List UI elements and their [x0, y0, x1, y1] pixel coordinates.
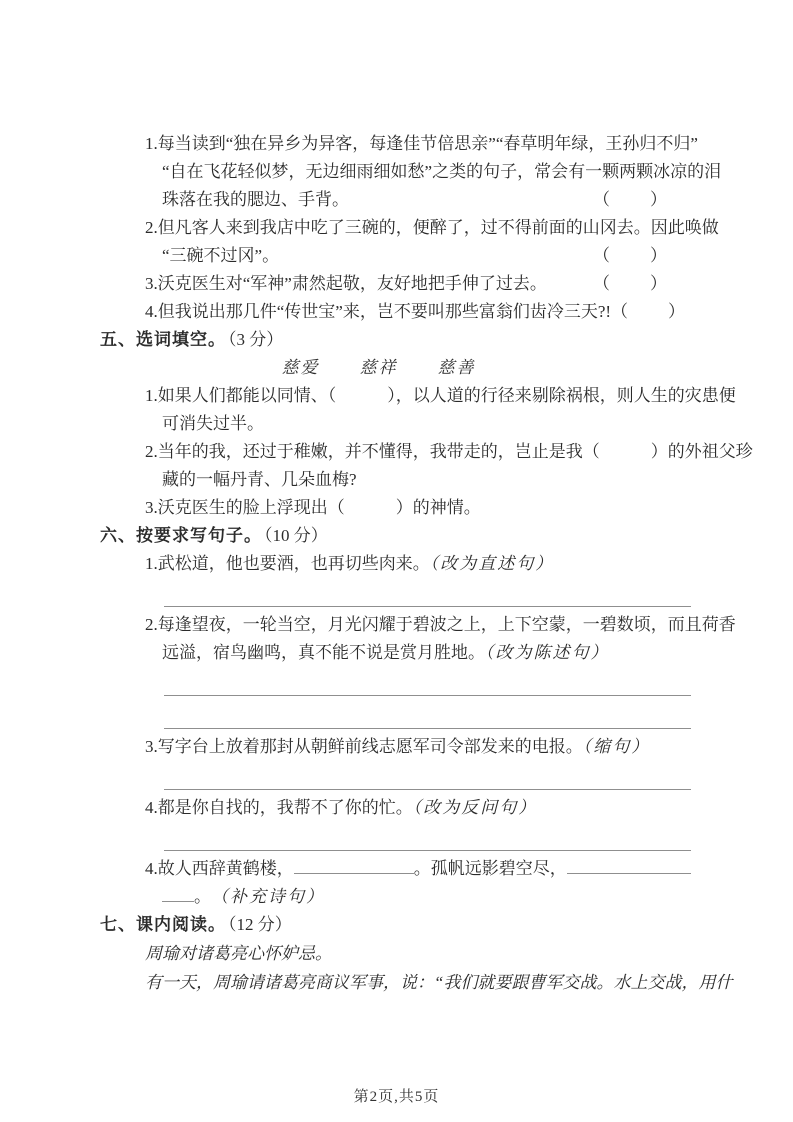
item-text: 但凡客人来到我店中吃了三碗的，便醉了，过不得前面的山冈去。因此唤做 [157, 218, 719, 237]
page-content [100, 130, 753, 997]
answer-line [164, 761, 691, 790]
word-choice-item-1-line-1 [145, 382, 736, 410]
item-instruction: （缩句） [582, 737, 651, 756]
word-choice-item-3 [145, 494, 693, 522]
item-number: 1. [145, 134, 158, 153]
answer-bracket: （ ） [611, 302, 688, 321]
word-bank-item: 慈爱 [281, 358, 320, 377]
poem-blank [567, 856, 691, 874]
section-score: （10 分） [264, 526, 328, 545]
item-text: 写字台上放着那封从朝鲜前线志愿军司令部发来的电报。 [157, 737, 583, 756]
poem-text: 。孤帆远影碧空尽， [413, 859, 567, 878]
judgment-item-4 [145, 298, 693, 326]
item-instruction: （改为直述句） [429, 554, 555, 573]
judgment-section [100, 130, 722, 326]
poem-completion-line-2 [162, 883, 693, 911]
judgment-item-1-line-1 [145, 130, 698, 158]
answer-line [164, 578, 691, 607]
item-number: 2. [145, 218, 158, 237]
answer-bracket: （ ） [593, 190, 669, 209]
reading-paragraph: 周瑜对诸葛亮心怀妒忌。 [145, 944, 332, 963]
judgment-item-1-line-2 [162, 158, 722, 186]
sentence-item-2-line-2 [162, 639, 693, 667]
item-text: 3.沃克医生对“军神”肃然起敬，友好地把手伸了过去。 [145, 274, 547, 293]
poem-blank [294, 856, 414, 874]
item-number: 2. [145, 442, 158, 461]
section-7-header [100, 911, 693, 939]
item-text: 远溢，宿鸟幽鸣，真不能不说是赏月胜地。 [162, 643, 485, 662]
item-text: 沃克医生的脸上浮现出（ ）的神情。 [157, 498, 481, 517]
sentence-item-3 [145, 733, 693, 761]
item-text: 每逢望夜，一轮当空，月光闪耀于碧波之上，上下空蒙，一碧数顷，而且荷香 [157, 615, 736, 634]
item-text: 每当读到“独在异乡为异客，每逢佳节倍思亲”“春草明年绿，王孙归不归” [157, 134, 698, 153]
sentence-writing-section [100, 522, 736, 911]
section-6-header [100, 522, 693, 550]
item-instruction: （改为反问句） [412, 798, 538, 817]
word-choice-item-2-line-2 [162, 466, 693, 494]
judgment-item-2-line-1 [145, 214, 719, 242]
answer-line [164, 700, 691, 729]
judgment-item-2-line-2 [162, 242, 693, 270]
item-number: 1. [145, 386, 158, 405]
section-title: 六、按要求写句子。 [100, 526, 262, 545]
word-bank [82, 354, 675, 382]
word-choice-section [100, 326, 753, 522]
item-text: 武松道，他也要酒，也再切些肉来。 [157, 554, 430, 573]
item-instruction: （改为陈述句） [485, 643, 610, 662]
item-text: 4.但我说出那几件“传世宝”来，岂不要叫那些富翁们齿冷三天?! [145, 302, 612, 321]
item-text: 都是你自找的，我帮不了你的忙。 [157, 798, 413, 817]
word-bank-item: 慈善 [437, 358, 476, 377]
item-number: 1. [145, 554, 158, 573]
section-title: 七、课内阅读。 [100, 915, 226, 934]
sentence-item-2-line-1 [145, 611, 736, 639]
item-number: 4. [145, 798, 158, 817]
word-bank-item: 慈祥 [359, 358, 398, 377]
answer-line [164, 667, 691, 696]
answer-bracket: （ ） [593, 246, 669, 265]
sentence-item-1 [145, 550, 693, 578]
item-text: “三碗不过冈”。 [162, 246, 280, 265]
poem-completion-line-1 [145, 855, 693, 883]
poem-text: 。 [194, 887, 211, 906]
item-text: 珠落在我的腮边、手背。 [162, 190, 349, 209]
judgment-item-3 [145, 270, 693, 298]
page-number-footer: 第2页,共5页 [353, 1089, 440, 1105]
item-instruction: （补充诗句） [211, 887, 325, 906]
reading-section [100, 911, 733, 997]
section-score: （3 分） [228, 330, 284, 349]
item-number: 3. [145, 737, 158, 756]
word-choice-item-2-line-1 [145, 438, 753, 466]
reading-paragraph: 有一天，周瑜请诸葛亮商议军事，说：“我们就要跟曹军交战。水上交战，用什 [145, 973, 733, 992]
item-text: “自在飞花轻似梦，无边细雨细如愁”之类的句子，常会有一颗两颗冰凉的泪 [162, 162, 722, 181]
answer-bracket: （ ） [593, 274, 669, 293]
section-score: （12 分） [228, 915, 292, 934]
item-number: 4. [145, 302, 158, 321]
item-number: 3. [145, 274, 158, 293]
word-choice-item-1-line-2 [162, 410, 693, 438]
item-number: 2. [145, 615, 158, 634]
item-number: 4. [145, 859, 158, 878]
poem-text: 故人西辞黄鹤楼， [157, 859, 294, 878]
judgment-item-1-line-3 [162, 186, 693, 214]
answer-line [164, 822, 691, 851]
sentence-item-4 [145, 794, 693, 822]
item-text: 当年的我，还过于稚嫩，并不懂得，我带走的，岂止是我（ ）的外祖父珍 [157, 442, 753, 461]
section-title: 五、选词填空。 [100, 330, 226, 349]
poem-blank [162, 884, 194, 902]
item-text: 藏的一幅丹青、几朵血梅? [162, 470, 357, 489]
section-5-header [100, 326, 693, 354]
item-text: 如果人们都能以同情、（ ），以人道的行径来剔除祸根，则人生的灾患便 [157, 386, 736, 405]
item-text: 可消失过半。 [162, 414, 264, 433]
item-number: 3. [145, 498, 158, 517]
